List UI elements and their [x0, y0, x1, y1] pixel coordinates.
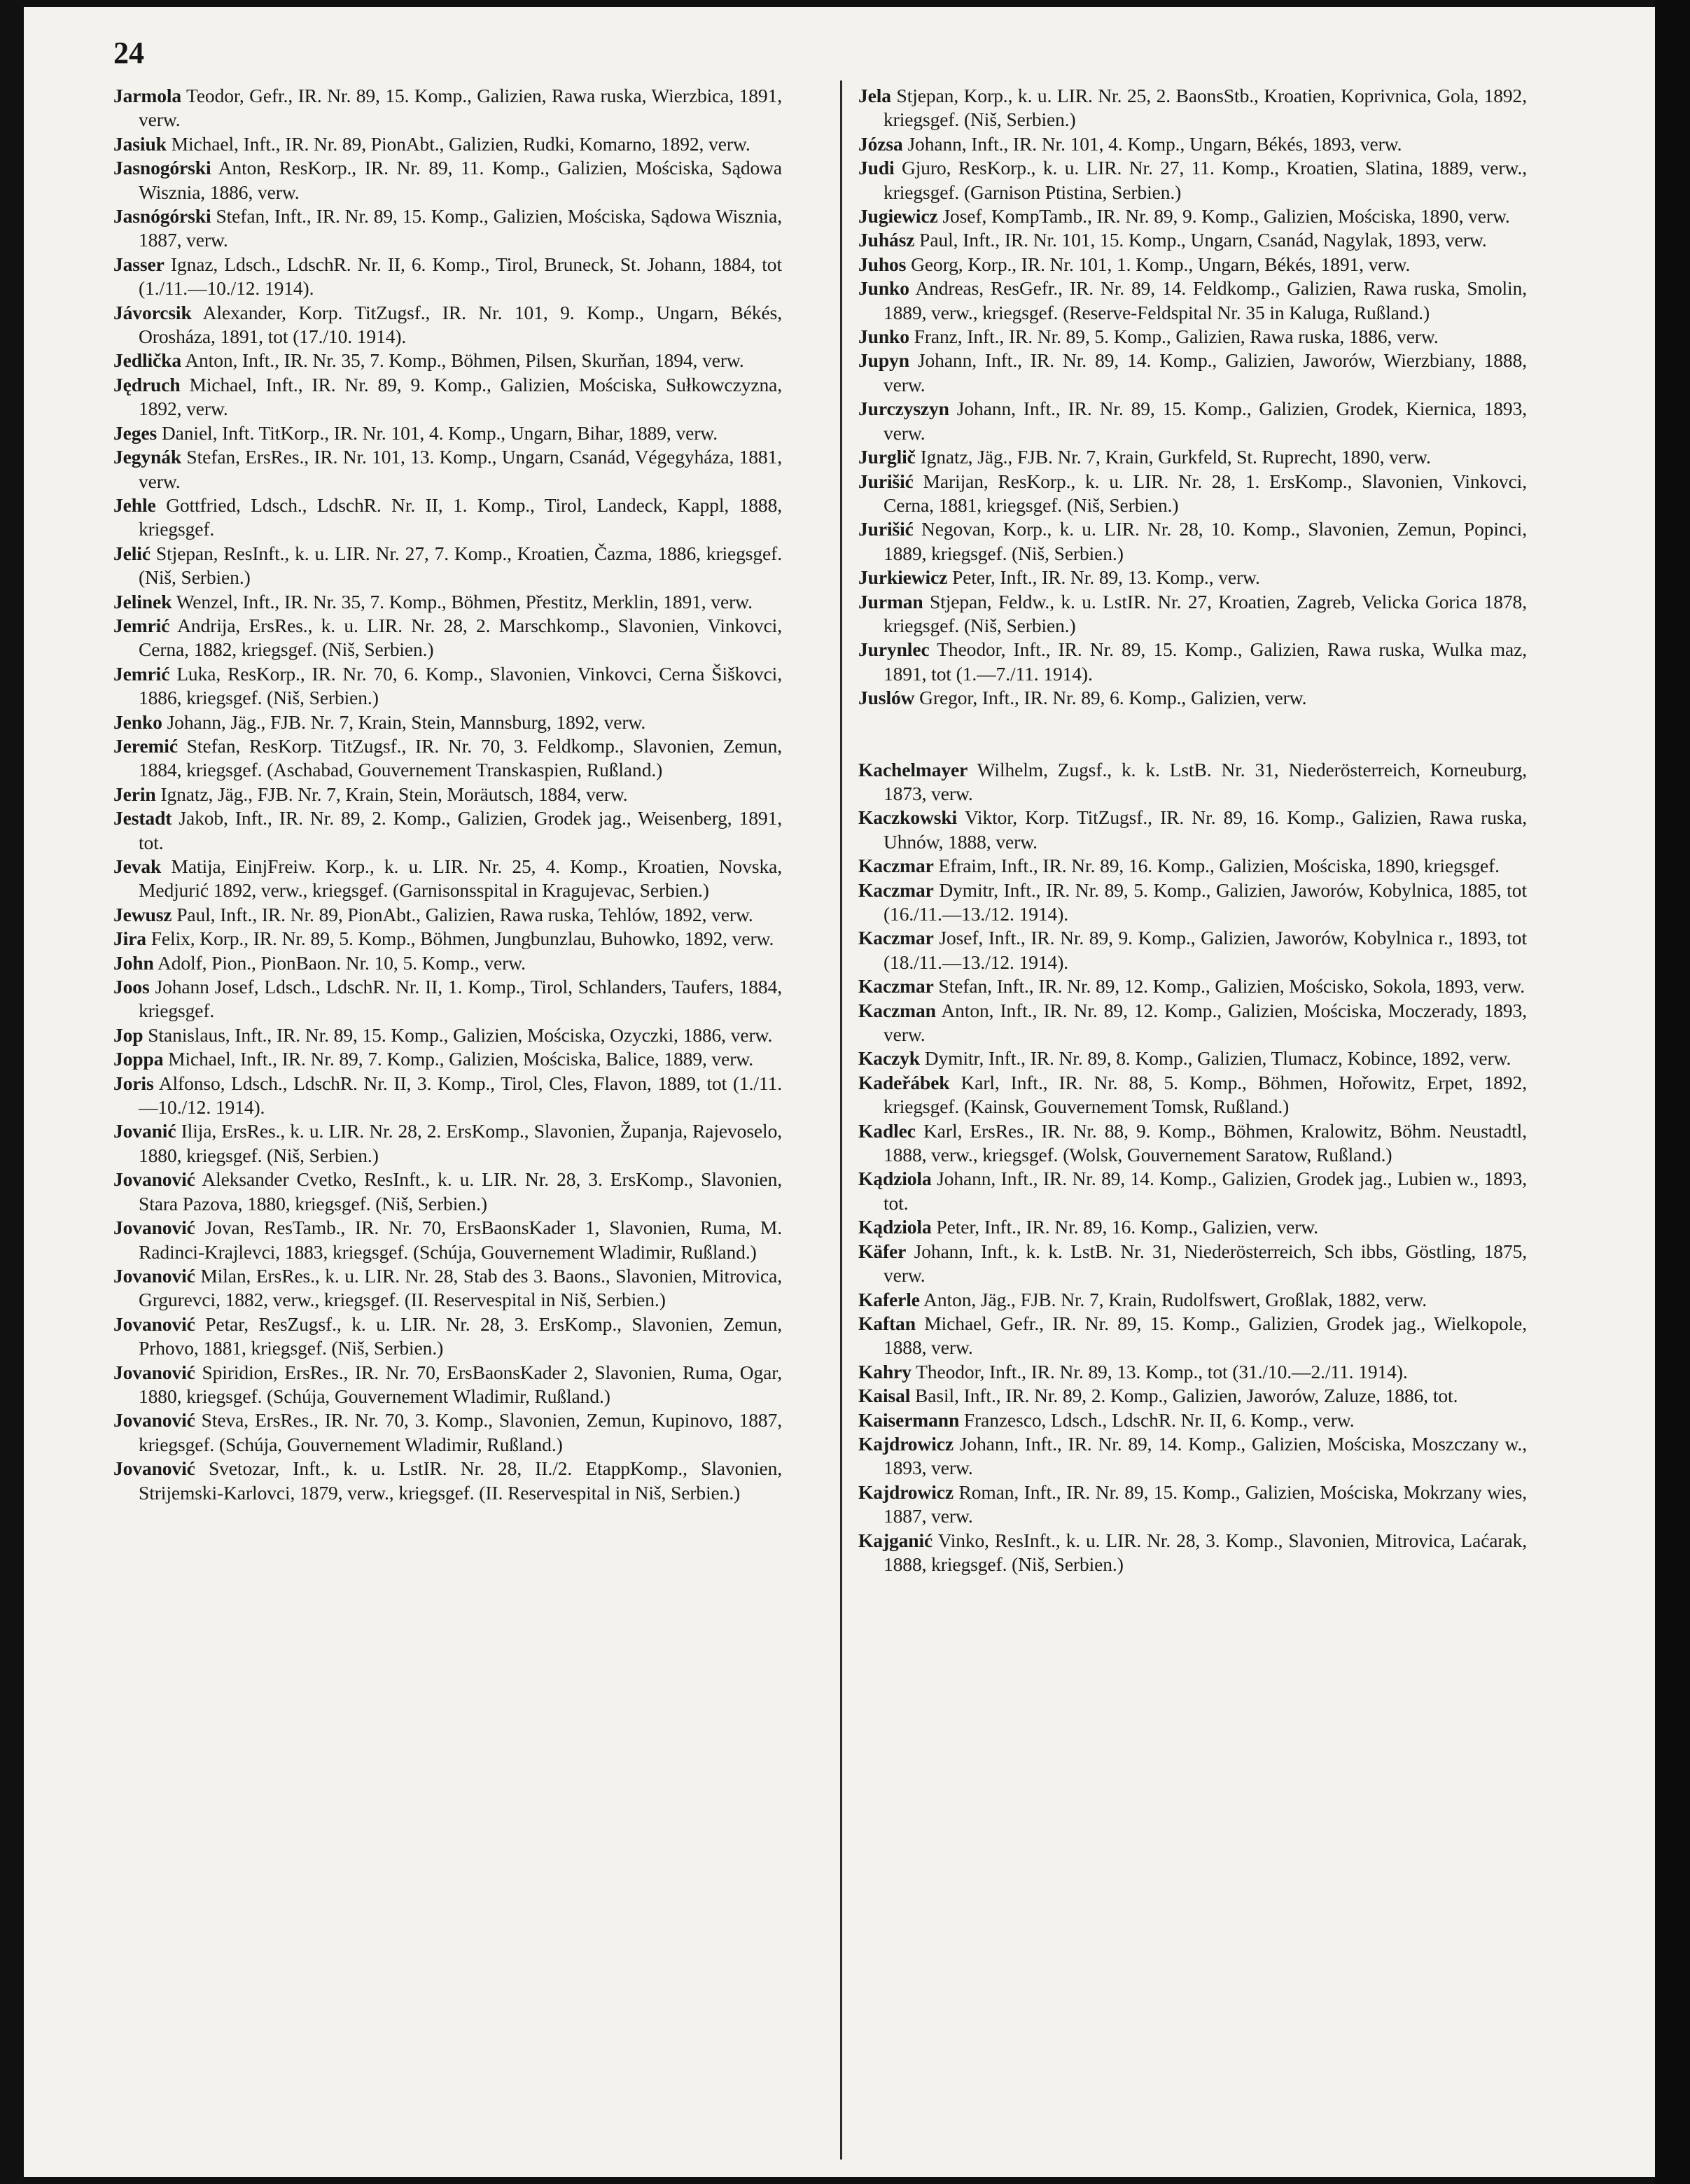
entry-details: Ignaz, Ldsch., LdschR. Nr. II, 6. Komp., Tirol, Bruneck, St. Johann, 1884, tot (1./11.—10./12. 1914).	[139, 253, 782, 300]
entry-details: Anton, ResKorp., IR. Nr. 89, 11. Komp., Galizien, Mościska, Sądowa Wisznia, 1886, verw.	[139, 157, 782, 203]
list-entry	[858, 349, 1527, 397]
list-entry	[858, 253, 1527, 276]
entry-details: Petar, ResZugsf., k. u. LIR. Nr. 28, 3. ErsKomp., Slavonien, Zemun, Prhovo, 1881, kriegsgef. (Niš, Serbien.)	[139, 1312, 782, 1359]
list-entry	[858, 1288, 1527, 1312]
list-entry	[858, 566, 1527, 589]
entry-details: Franz, Inft., IR. Nr. 89, 5. Komp., Galizien, Rawa ruska, 1886, verw.	[909, 326, 1439, 348]
document-page	[24, 7, 1655, 2177]
entry-details: Anton, Inft., IR. Nr. 89, 12. Komp., Galizien, Mościska, Moczerady, 1893, verw.	[884, 999, 1527, 1046]
list-entry	[858, 84, 1527, 132]
entry-details: Theodor, Inft., IR. Nr. 89, 15. Komp., Galizien, Rawa ruska, Wulka maz, 1891, tot (1.—7./11. 1914).	[884, 638, 1527, 685]
entry-details: Georg, Korp., IR. Nr. 101, 1. Komp., Ungarn, Békés, 1891, verw.	[906, 253, 1411, 275]
entry-surname: Kachelmayer	[858, 758, 968, 780]
entry-details: Stjepan, Feldw., k. u. LstIR. Nr. 27, Kroatien, Zagreb, Velicka Gorica 1878, kriegsgef. (Niš, Serbien.)	[884, 590, 1527, 636]
entry-surname: Kądziola	[858, 1216, 932, 1238]
entry-surname: Kaczmar	[858, 927, 934, 949]
entry-details: Johann, Inft., IR. Nr. 101, 4. Komp., Ungarn, Békés, 1893, verw.	[902, 132, 1402, 155]
list-entry	[113, 662, 782, 710]
entry-surname: Jewusz	[113, 903, 172, 925]
entry-details: Jakob, Inft., IR. Nr. 89, 2. Komp., Galizien, Grodek jag., Weisenberg, 1891, tot.	[139, 807, 782, 853]
entry-details: Alexander, Korp. TitZugsf., IR. Nr. 101, 9. Komp., Ungarn, Békés, Orosháza, 1891, tot (17./10. 1914).	[139, 301, 782, 348]
entry-details: Matija, EinjFreiw. Korp., k. u. LIR. Nr. 25, 4. Komp., Kroatien, Novska, Medjurić 1892, verw., kriegsgef. (Garnisonsspital in Kragujevac, Serbien.)	[139, 855, 782, 902]
entry-surname: Kajganić	[858, 1529, 933, 1551]
entry-surname: Jemrić	[113, 662, 170, 685]
entry-details: Michael, Inft., IR. Nr. 89, 9. Komp., Galizien, Mościska, Sułkowczyzna, 1892, verw.	[139, 373, 782, 420]
list-entry	[113, 349, 782, 372]
list-entry	[858, 470, 1527, 518]
entry-details: Michael, Inft., IR. Nr. 89, 7. Komp., Galizien, Mościska, Balice, 1889, verw.	[163, 1048, 754, 1070]
entry-surname: Jerin	[113, 783, 156, 805]
entry-details: Josef, Inft., IR. Nr. 89, 9. Komp., Galizien, Jaworów, Kobylnica r., 1893, tot (18./11.—13./12. 1914).	[884, 927, 1527, 973]
list-entry	[858, 758, 1527, 806]
entry-surname: Jira	[113, 927, 146, 950]
entry-details: Marijan, ResKorp., k. u. LIR. Nr. 28, 1. ErsKomp., Slavonien, Vinkovci, Cerna, 1881, kriegsgef. (Niš, Serbien.)	[884, 470, 1527, 516]
list-entry	[113, 1047, 782, 1071]
entry-surname: Joris	[113, 1072, 154, 1094]
entry-surname: Kaisermann	[858, 1408, 960, 1431]
list-entry	[113, 1216, 782, 1264]
list-entry	[858, 1432, 1527, 1480]
entry-details: Daniel, Inft. TitKorp., IR. Nr. 101, 4. Komp., Ungarn, Bihar, 1889, verw.	[157, 421, 718, 444]
entry-details: Johann, Inft., IR. Nr. 89, 15. Komp., Galizien, Grodek, Kiernica, 1893, verw.	[884, 398, 1527, 444]
entry-surname: Jehle	[113, 493, 156, 516]
list-entry	[858, 1119, 1527, 1168]
entry-surname: Judi	[858, 157, 895, 179]
entry-surname: Käfer	[858, 1240, 907, 1262]
entry-details: Stefan, Inft., IR. Nr. 89, 12. Komp., Galizien, Mościsko, Sokola, 1893, verw.	[933, 975, 1525, 997]
entry-surname: Jupyn	[858, 349, 909, 372]
entry-details: Johann, Jäg., FJB. Nr. 7, Krain, Stein, Mannsburg, 1892, verw.	[162, 710, 646, 733]
entry-details: Johann Josef, Ldsch., LdschR. Nr. II, 1. Komp., Tirol, Schlanders, Taufers, 1884, kriegsgef.	[139, 976, 782, 1022]
entry-surname: Jasser	[113, 253, 165, 275]
entry-details: Michael, Inft., IR. Nr. 89, PionAbt., Galizien, Rudki, Komarno, 1892, verw.	[166, 132, 750, 155]
entry-surname: Kaferle	[858, 1288, 920, 1310]
list-entry	[113, 1168, 782, 1216]
entry-details: Andreas, ResGefr., IR. Nr. 89, 14. Feldkomp., Galizien, Rawa ruska, Smolin, 1889, verw., kriegsgef. (Reserve-Feldspital Nr. 35 in Kaluga, Rußland.)	[884, 277, 1527, 323]
entry-details: Karl, Inft., IR. Nr. 88, 5. Komp., Böhmen, Hořowitz, Erpet, 1892, kriegsgef. (Kainsk, Gouvernement Tomsk, Rußland.)	[884, 1071, 1527, 1118]
entry-surname: Jovanović	[113, 1217, 195, 1239]
entry-details: Luka, ResKorp., IR. Nr. 70, 6. Komp., Slavonien, Vinkovci, Cerna Šiškovci, 1886, kriegsgef. (Niš, Serbien.)	[139, 662, 782, 709]
entry-surname: Jurkiewicz	[858, 566, 948, 589]
column-divider	[840, 80, 842, 2160]
entry-surname: Kaczmar	[858, 975, 934, 997]
list-entry	[113, 1023, 782, 1047]
entry-details: Roman, Inft., IR. Nr. 89, 15. Komp., Galizien, Mościska, Mokrzany wies, 1887, verw.	[884, 1480, 1527, 1527]
entry-surname: Jasnógórski	[113, 205, 211, 227]
entry-surname: Juhász	[858, 229, 915, 251]
entry-surname: Jędruch	[113, 373, 181, 396]
list-entry	[858, 1360, 1527, 1384]
entry-surname: Jovanović	[113, 1312, 195, 1335]
entry-details: Josef, KompTamb., IR. Nr. 89, 9. Komp., Galizien, Mościska, 1890, verw.	[937, 205, 1510, 227]
entry-details: Ignatz, Jäg., FJB. Nr. 7, Krain, Gurkfeld, St. Ruprecht, 1890, verw.	[915, 446, 1431, 468]
list-entry	[113, 1072, 782, 1120]
list-entry	[113, 951, 782, 975]
entry-surname: Kaczkowski	[858, 806, 958, 829]
page-number: 24	[113, 36, 144, 70]
list-entry	[858, 1408, 1527, 1432]
entry-details: Stjepan, ResInft., k. u. LIR. Nr. 27, 7. Komp., Kroatien, Čazma, 1886, kriegsgef. (Niš, Serbien.)	[139, 542, 782, 589]
entry-details: Alfonso, Ldsch., LdschR. Nr. II, 3. Komp., Tirol, Cles, Flavon, 1889, tot (1./11.—10./12. 1914).	[139, 1072, 782, 1119]
list-entry	[113, 614, 782, 662]
entry-details: Theodor, Inft., IR. Nr. 89, 13. Komp., tot (31./10.—2./11. 1914).	[911, 1360, 1408, 1382]
entry-surname: Jarmola	[113, 85, 182, 106]
entry-details: Dymitr, Inft., IR. Nr. 89, 8. Komp., Galizien, Tlumacz, Kobince, 1892, verw.	[920, 1047, 1511, 1070]
entry-details: Milan, ErsRes., k. u. LIR. Nr. 28, Stab des 3. Baons., Slavonien, Mitrovica, Grgurevci, 1882, verw., kriegsgef. (II. Reservespital in Niš, Serbien.)	[139, 1264, 782, 1311]
entry-details: Paul, Inft., IR. Nr. 101, 15. Komp., Ungarn, Csanád, Nagylak, 1893, verw.	[914, 229, 1487, 251]
entry-details: Franzesco, Ldsch., LdschR. Nr. II, 6. Komp., verw.	[959, 1408, 1355, 1431]
entry-details: Karl, ErsRes., IR. Nr. 88, 9. Komp., Böhmen, Kralowitz, Böhm. Neustadtl, 1888, verw., kriegsgef. (Wolsk, Gouvernement Saratow, Rußland.)	[884, 1119, 1527, 1166]
list-entry	[113, 421, 782, 445]
entry-surname: Jurglič	[858, 446, 916, 468]
list-entry	[113, 204, 782, 253]
entry-surname: Jávorcsik	[113, 301, 192, 323]
entry-surname: Joos	[113, 976, 150, 998]
entry-details: Peter, Inft., IR. Nr. 89, 13. Komp., verw.	[947, 566, 1260, 589]
entry-surname: Kahry	[858, 1360, 912, 1382]
list-entry	[858, 1167, 1527, 1215]
entry-details: Gjuro, ResKorp., k. u. LIR. Nr. 27, 11. Komp., Kroatien, Slatina, 1889, verw., kriegsgef. (Garnison Ptistina, Serbien.)	[884, 157, 1527, 203]
list-entry	[858, 1240, 1527, 1288]
entry-details: Felix, Korp., IR. Nr. 89, 5. Komp., Böhmen, Jungbunzlau, Buhowko, 1892, verw.	[146, 927, 774, 950]
list-entry	[113, 1408, 782, 1457]
scan-border	[1655, 0, 1690, 2184]
entry-surname: Jevak	[113, 855, 162, 877]
entry-surname: Joppa	[113, 1048, 164, 1070]
entry-surname: Jemrić	[113, 614, 170, 636]
list-entry	[858, 999, 1527, 1047]
list-entry	[858, 854, 1527, 878]
entry-surname: Jurczyszyn	[858, 398, 949, 420]
entry-surname: Kądziola	[858, 1168, 932, 1190]
entry-details: Svetozar, Inft., k. u. LstIR. Nr. 28, II./2. EtappKomp., Slavonien, Strijemski-Karlovci, 1879, verw., kriegsgef. (II. Reservespital in Niš, Serbien.)	[139, 1457, 782, 1504]
list-entry	[113, 156, 782, 204]
entry-surname: Jasiuk	[113, 132, 167, 155]
entry-details: Stefan, ResKorp. TitZugsf., IR. Nr. 70, 3. Feldkomp., Slavonien, Zemun, 1884, kriegsgef. (Aschabad, Gouvernement Transkaspien, Rußland.)	[139, 734, 782, 781]
list-entry	[858, 638, 1527, 686]
entry-details: Stefan, ErsRes., IR. Nr. 101, 13. Komp., Ungarn, Csanád, Végegyháza, 1881, verw.	[139, 446, 782, 492]
entry-details: Ignatz, Jäg., FJB. Nr. 7, Krain, Stein, Moräutsch, 1884, verw.	[155, 783, 628, 805]
right-column	[858, 84, 1527, 1576]
list-entry	[113, 84, 782, 132]
entry-surname: Juhos	[858, 253, 907, 275]
entry-surname: John	[113, 951, 154, 974]
entry-surname: Jela	[858, 85, 891, 106]
entry-details: Aleksander Cvetko, ResInft., k. u. LIR. Nr. 28, 3. ErsKomp., Slavonien, Stara Pazova, 1880, kriegsgef. (Niš, Serbien.)	[139, 1168, 782, 1214]
entry-surname: Kadeřábek	[858, 1071, 950, 1093]
list-entry	[858, 132, 1527, 156]
entry-details: Gottfried, Ldsch., LdschR. Nr. II, 1. Komp., Tirol, Landeck, Kappl, 1888, kriegsgef.	[139, 493, 782, 540]
entry-surname: Junko	[858, 277, 909, 300]
list-entry	[858, 686, 1527, 710]
left-column	[113, 84, 782, 1505]
entry-surname: Kajdrowicz	[858, 1432, 954, 1455]
list-entry	[858, 1046, 1527, 1070]
list-entry	[113, 373, 782, 421]
entry-details: Stefan, Inft., IR. Nr. 89, 15. Komp., Galizien, Mościska, Sądowa Wisznia, 1887, verw.	[139, 205, 782, 251]
list-entry	[858, 156, 1527, 204]
list-entry	[113, 590, 782, 614]
entry-surname: Kaisal	[858, 1385, 911, 1407]
entry-surname: Jurynlec	[858, 638, 930, 661]
entry-surname: Jurman	[858, 590, 923, 612]
list-entry	[113, 1264, 782, 1312]
entry-details: Ilija, ErsRes., k. u. LIR. Nr. 28, 2. ErsKomp., Slavonien, Županja, Rajevoselo, 1880, kriegsgef. (Niš, Serbien.)	[139, 1120, 782, 1166]
entry-surname: Jovanović	[113, 1361, 195, 1383]
entry-details: Wilhelm, Zugsf., k. k. LstB. Nr. 31, Niederösterreich, Korneuburg, 1873, verw.	[884, 758, 1527, 804]
entry-surname: Jasnogórski	[113, 157, 211, 179]
list-entry	[113, 493, 782, 542]
entry-surname: Jenko	[113, 710, 162, 733]
list-entry	[858, 926, 1527, 974]
list-entry	[113, 927, 782, 951]
list-entry	[113, 783, 782, 806]
list-entry	[113, 301, 782, 349]
list-entry	[113, 975, 782, 1023]
entry-details: Johann, Inft., IR. Nr. 89, 14. Komp., Galizien, Jaworów, Wierzbiany, 1888, verw.	[884, 349, 1527, 396]
list-entry	[858, 1480, 1527, 1529]
entry-details: Spiridion, ErsRes., IR. Nr. 70, ErsBaonsKader 2, Slavonien, Ruma, Ogar, 1880, kriegsgef. (Schúja, Gouvernement Wladimir, Rußland.)	[139, 1361, 782, 1407]
entry-details: Gregor, Inft., IR. Nr. 89, 6. Komp., Galizien, verw.	[914, 687, 1307, 709]
list-entry	[113, 710, 782, 734]
entry-surname: Jegynák	[113, 446, 182, 468]
entry-details: Dymitr, Inft., IR. Nr. 89, 5. Komp., Galizien, Jaworów, Kobylnica, 1885, tot (16./11.—13./12. 1914).	[884, 878, 1527, 925]
entry-surname: Jop	[113, 1023, 144, 1046]
entry-surname: Józsa	[858, 132, 903, 155]
entry-surname: Jeremić	[113, 734, 178, 757]
list-entry	[858, 397, 1527, 445]
entry-surname: Jeges	[113, 421, 158, 444]
entry-details: Johann, Inft., k. k. LstB. Nr. 31, Niederösterreich, Sch ibbs, Göstling, 1875, verw.	[884, 1240, 1527, 1287]
entry-surname: Kaczmar	[858, 878, 934, 901]
entry-surname: Kajdrowicz	[858, 1480, 954, 1503]
entry-details: Michael, Gefr., IR. Nr. 89, 15. Komp., Galizien, Grodek jag., Wielkopole, 1888, verw.	[884, 1312, 1527, 1359]
entry-surname: Jovanović	[113, 1457, 195, 1480]
list-entry	[858, 325, 1527, 349]
list-entry	[113, 903, 782, 927]
entry-surname: Jelinek	[113, 590, 172, 612]
entry-details: Efraim, Inft., IR. Nr. 89, 16. Komp., Galizien, Mościska, 1890, kriegsgef.	[933, 855, 1500, 877]
entry-surname: Jovanić	[113, 1120, 176, 1142]
entry-surname: Jurišić	[858, 470, 914, 492]
list-entry	[858, 1384, 1527, 1408]
list-entry	[858, 276, 1527, 325]
list-entry	[113, 1119, 782, 1168]
entry-details: Viktor, Korp. TitZugsf., IR. Nr. 89, 16. Komp., Galizien, Rawa ruska, Uhnów, 1888, verw.	[884, 806, 1527, 853]
list-entry	[113, 734, 782, 783]
entry-details: Steva, ErsRes., IR. Nr. 70, 3. Komp., Slavonien, Zemun, Kupinovo, 1887, kriegsgef. (Schúja, Gouvernement Wladimir, Rußland.)	[139, 1409, 782, 1455]
entry-surname: Kaczyk	[858, 1047, 920, 1070]
entry-surname: Jurišić	[858, 518, 914, 540]
list-entry	[858, 974, 1527, 998]
entry-surname: Jelić	[113, 542, 151, 564]
list-entry	[858, 806, 1527, 854]
entry-details: Johann, Inft., IR. Nr. 89, 14. Komp., Galizien, Mościska, Moszczany w., 1893, verw.	[884, 1432, 1527, 1479]
list-entry	[858, 590, 1527, 638]
entry-surname: Juslów	[858, 687, 915, 709]
list-entry	[113, 1312, 782, 1361]
entry-details: Peter, Inft., IR. Nr. 89, 16. Komp., Galizien, verw.	[931, 1216, 1319, 1238]
list-entry	[113, 806, 782, 855]
list-entry	[858, 204, 1527, 228]
entry-details: Wenzel, Inft., IR. Nr. 35, 7. Komp., Böhmen, Přestitz, Merklin, 1891, verw.	[172, 590, 753, 612]
list-entry	[113, 542, 782, 590]
entry-details: Vinko, ResInft., k. u. LIR. Nr. 28, 3. Komp., Slavonien, Mitrovica, Laćarak, 1888, kriegsgef. (Niš, Serbien.)	[884, 1529, 1527, 1575]
entry-details: Adolf, Pion., PionBaon. Nr. 10, 5. Komp., verw.	[153, 951, 526, 974]
entry-details: Andrija, ErsRes., k. u. LIR. Nr. 28, 2. Marschkomp., Slavonien, Vinkovci, Cerna, 1882, kriegsgef. (Niš, Serbien.)	[139, 614, 782, 661]
entry-details: Johann, Inft., IR. Nr. 89, 14. Komp., Galizien, Grodek jag., Lubien w., 1893, tot.	[884, 1168, 1527, 1214]
list-entry	[858, 517, 1527, 566]
list-entry	[113, 1457, 782, 1505]
entry-details: Basil, Inft., IR. Nr. 89, 2. Komp., Galizien, Jaworów, Zaluze, 1886, tot.	[910, 1385, 1458, 1407]
entry-surname: Jovanović	[113, 1264, 195, 1287]
entry-details: Jovan, ResTamb., IR. Nr. 70, ErsBaonsKader 1, Slavonien, Ruma, M. Radinci-Krajlevci, 1883, kriegsgef. (Schúja, Gouvernement Wladimir, Rußland.)	[139, 1217, 782, 1263]
list-entry	[113, 132, 782, 156]
list-entry	[858, 445, 1527, 469]
entry-surname: Jovanović	[113, 1409, 195, 1432]
entry-surname: Kaftan	[858, 1312, 916, 1334]
entry-surname: Junko	[858, 326, 909, 348]
entry-surname: Jestadt	[113, 807, 172, 830]
entry-surname: Jovanović	[113, 1168, 195, 1191]
list-entry	[858, 1312, 1527, 1360]
list-entry	[113, 445, 782, 493]
list-entry	[858, 1529, 1527, 1577]
list-entry	[858, 878, 1527, 927]
list-entry	[858, 228, 1527, 252]
list-entry	[113, 855, 782, 903]
list-entry	[113, 1361, 782, 1409]
entry-details: Stjepan, Korp., k. u. LIR. Nr. 25, 2. BaonsStb., Kroatien, Koprivnica, Gola, 1892, kriegsgef. (Niš, Serbien.)	[884, 85, 1527, 131]
entry-surname: Jugiewicz	[858, 205, 938, 227]
list-entry	[858, 1215, 1527, 1239]
entry-details: Anton, Jäg., FJB. Nr. 7, Krain, Rudolfswert, Großlak, 1882, verw.	[919, 1288, 1427, 1310]
list-entry	[113, 253, 782, 301]
entry-surname: Kaczman	[858, 999, 936, 1021]
entry-details: Teodor, Gefr., IR. Nr. 89, 15. Komp., Galizien, Rawa ruska, Wierzbica, 1891, verw.	[139, 85, 782, 131]
entry-surname: Kadlec	[858, 1119, 916, 1142]
list-entry	[858, 1071, 1527, 1119]
entry-surname: Kaczmar	[858, 855, 934, 877]
entry-details: Paul, Inft., IR. Nr. 89, PionAbt., Galizien, Rawa ruska, Tehlów, 1892, verw.	[172, 903, 753, 925]
entry-details: Negovan, Korp., k. u. LIR. Nr. 28, 10. Komp., Slavonien, Zemun, Popinci, 1889, kriegsgef. (Niš, Serbien.)	[884, 518, 1527, 564]
entry-details: Stanislaus, Inft., IR. Nr. 89, 15. Komp., Galizien, Mościska, Ozyczki, 1886, verw.	[143, 1023, 773, 1046]
entry-details: Anton, Inft., IR. Nr. 35, 7. Komp., Böhmen, Pilsen, Skurňan, 1894, verw.	[181, 349, 744, 372]
entry-surname: Jedlička	[113, 349, 181, 372]
